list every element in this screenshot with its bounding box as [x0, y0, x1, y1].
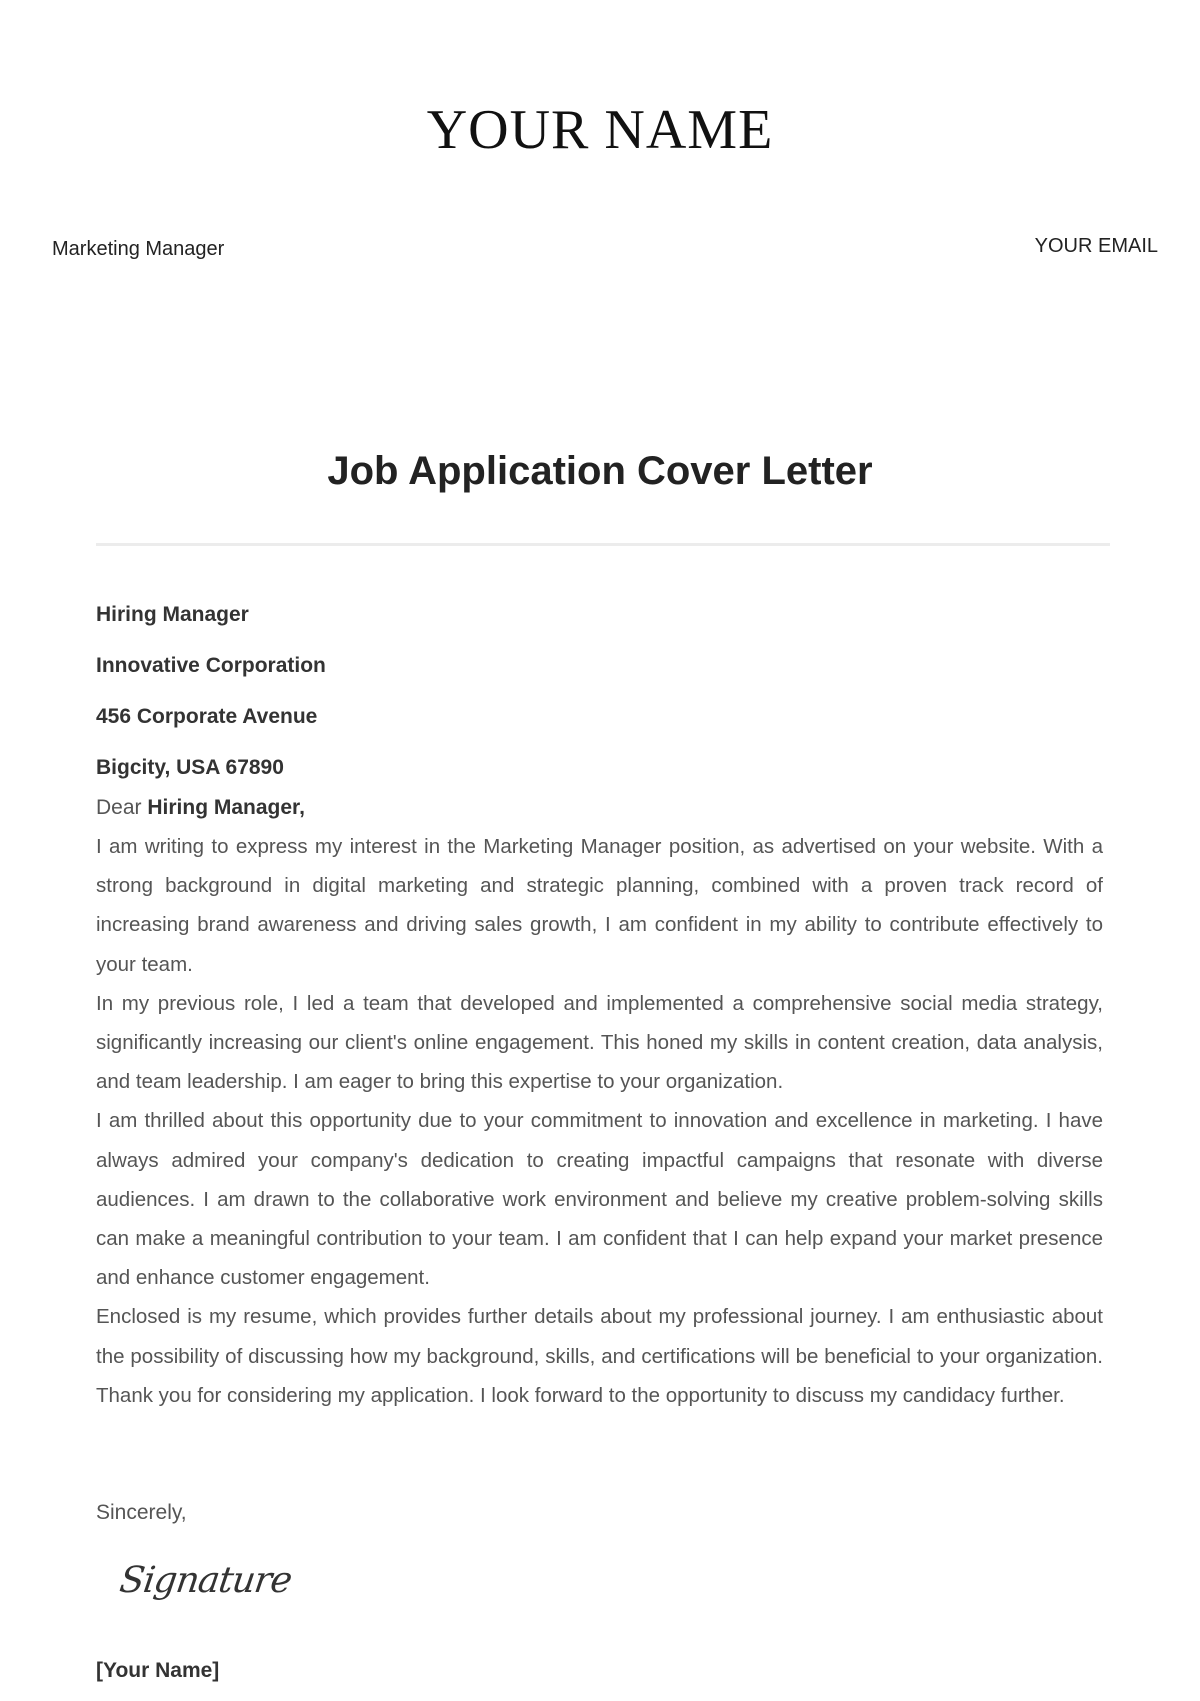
body-paragraph-2: In my previous role, I led a team that developed and implemented a comprehensive social media strategy, significantly increasing our client's online engagement. This honed my skills in content creation, data analysis, and team leadership. I am eager to bring this expertise to your organization.	[96, 991, 1103, 1094]
document-heading: Job Application Cover Letter	[327, 449, 873, 493]
greeting	[96, 795, 305, 821]
signature-image: Signature	[117, 1560, 294, 1601]
body-paragraph-4: Enclosed is my resume, which provides further details about my professional journey. I am enthusiastic about the possibility of discussing how my background, skills, and certifications will be beneficial to your organization. Thank you for considering my application. I look forward to the opportunity to discuss my candidacy further.	[96, 1305, 1103, 1407]
heading-divider	[96, 543, 1110, 546]
recipient-address	[96, 602, 326, 806]
body-paragraph-3: I am thrilled about this opportunity due to your commitment to innovation and excellence in marketing. I have always admired your company's dedication to creating impactful campaigns that resonate with diverse audiences. I am drawn to the collaborative work environment and believe my creative problem-solving skills can make a meaningful contribution to your team. I am confident that I can help expand your market presence and enhance customer engagement.	[96, 1109, 1103, 1290]
job-title: Marketing Manager	[52, 238, 225, 260]
valediction: Sincerely,	[96, 1501, 187, 1524]
header-subrow	[52, 236, 1158, 262]
greeting-recipient: Hiring Manager,	[147, 796, 305, 819]
recipient-city: Bigcity, USA 67890	[96, 756, 284, 779]
recipient-name: Hiring Manager	[96, 603, 249, 626]
applicant-name: YOUR NAME	[426, 99, 774, 161]
letter-body	[96, 827, 1103, 1415]
recipient-company: Innovative Corporation	[96, 654, 326, 677]
applicant-email: YOUR EMAIL	[1034, 235, 1158, 257]
signer-name: [Your Name]	[96, 1659, 220, 1682]
body-paragraph-1: I am writing to express my interest in the Marketing Manager position, as advertised on your website. With a strong background in digital marketing and strategic planning, combined with a proven track record of increasing brand awareness and driving sales growth, I am confident in my ability to contribute effectively to your team.	[96, 835, 1103, 976]
recipient-street: 456 Corporate Avenue	[96, 705, 318, 728]
greeting-salutation: Dear	[96, 796, 142, 819]
